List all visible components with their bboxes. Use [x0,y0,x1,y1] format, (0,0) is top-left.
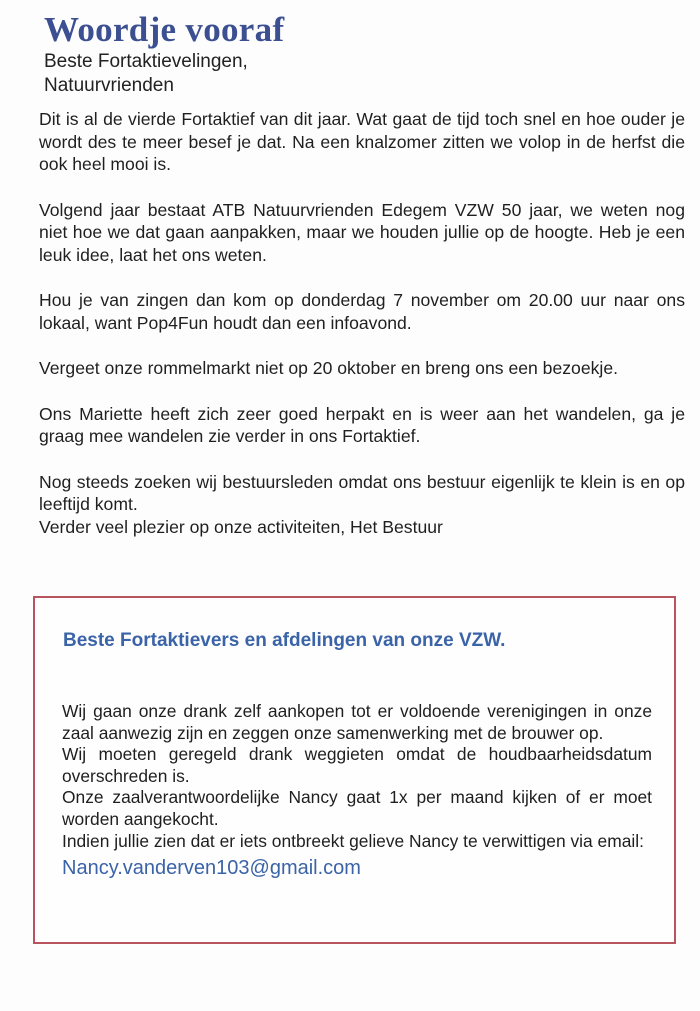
paragraph-closing: Verder veel plezier op onze activiteiten, Het Bestuur [39,516,443,537]
page-title: Woordje vooraf [44,10,285,49]
paragraph-board-members: Nog steeds zoeken wij bestuursleden omdat ons bestuur eigenlijk te klein is en op leeftijd komt. [39,471,685,514]
email-link[interactable]: Nancy.vanderven103@gmail.com [62,857,361,880]
notice-line: Indien jullie zien dat er iets ontbreekt gelieve Nancy te verwittigen via email: [62,830,644,851]
paragraph-flea-market: Vergeet onze rommelmarkt niet op 20 oktober en breng ons een bezoekje. [39,358,618,378]
notice-line: Wij gaan onze drank zelf aankopen tot er voldoende verenigingen in onze zaal aanwezig zijn en zeggen onze samenwerking met de brouwer op. [62,701,652,743]
notice-title: Beste Fortaktievers en afdelingen van onze VZW. [63,630,506,651]
salutation [44,50,364,98]
salutation-line-2: Natuurvrienden [44,75,174,96]
notice-body [62,701,652,880]
notice-line: Wij moeten geregeld drank weggieten omdat de houdbaarheidsdatum overschreden is. [62,744,652,786]
intro-text [39,108,685,538]
paragraph-mariette: Ons Mariette heeft zich zeer goed herpakt en is weer aan het wandelen, ga je graag mee wandelen zie verder in ons Fortaktief. [39,403,685,446]
notice-line: Onze zaalverantwoordelijke Nancy gaat 1x per maand kijken of er moet worden aangekocht. [62,787,652,829]
paragraph-anniversary: Volgend jaar bestaat ATB Natuurvrienden Edegem VZW 50 jaar, we weten nog niet hoe we dat gaan aanpakken, maar we houden jullie op de hoogte. Heb je een leuk idee, laat het ons weten. [39,199,685,265]
paragraph-intro: Dit is al de vierde Fortaktief van dit jaar. Wat gaat de tijd toch snel en hoe ouder je wordt des te meer besef je dat. Na een knalzomer zitten we volop in de herfst die ook heel mooi is. [39,109,685,174]
paragraph-singing: Hou je van zingen dan kom op donderdag 7 november om 20.00 uur naar ons lokaal, want Pop4Fun houdt dan een infoavond. [39,290,685,333]
notice-box [33,596,676,944]
salutation-line-1: Beste Fortaktievelingen, [44,51,248,72]
